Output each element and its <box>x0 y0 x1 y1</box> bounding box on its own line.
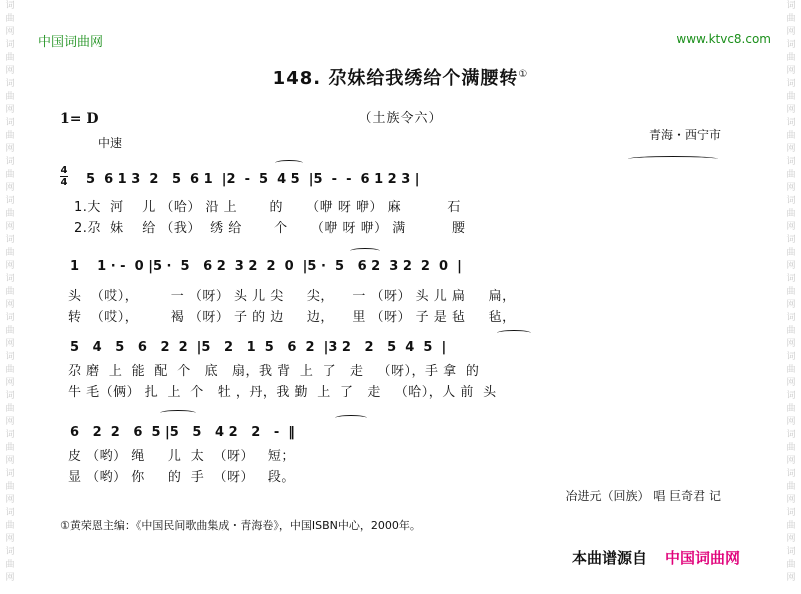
watermark-char: 词 <box>786 274 796 284</box>
watermark-char: 曲 <box>5 209 15 219</box>
credits: 冶进元（回族） 唱 巨奇君 记 <box>565 489 721 503</box>
watermark-char: 词 <box>786 508 796 518</box>
key-signature: 1= D <box>60 111 99 127</box>
watermark-char: 曲 <box>5 131 15 141</box>
watermark-char: 曲 <box>5 14 15 24</box>
time-signature-top: 4 <box>60 165 68 176</box>
watermark-char: 曲 <box>786 326 796 336</box>
watermark-char: 词 <box>786 469 796 479</box>
watermark-char: 曲 <box>786 131 796 141</box>
watermark-char: 网 <box>5 573 15 583</box>
watermark-char: 词 <box>5 274 15 284</box>
watermark-char: 曲 <box>5 443 15 453</box>
slur <box>350 248 380 254</box>
watermark-char: 曲 <box>786 482 796 492</box>
watermark-char: 词 <box>786 79 796 89</box>
watermark-char: 曲 <box>5 287 15 297</box>
watermark-char: 曲 <box>5 482 15 492</box>
watermark-char: 曲 <box>786 170 796 180</box>
watermark-char: 词 <box>786 391 796 401</box>
watermark-char: 网 <box>5 105 15 115</box>
watermark-char: 网 <box>5 534 15 544</box>
watermark-char: 词 <box>786 430 796 440</box>
source-footer <box>572 547 740 568</box>
watermark-char: 网 <box>5 339 15 349</box>
watermark-char: 词 <box>786 196 796 206</box>
watermark-char: 网 <box>5 183 15 193</box>
notation-line: 1 1 · - 0 |5 · 5 6 2 3 2 2 0 |5 · 5 6 2 3 2 2 0 | <box>70 259 462 274</box>
song-subtitle: （土族令六） <box>358 111 443 126</box>
watermark-char: 词 <box>5 1 15 11</box>
watermark-char: 网 <box>786 222 796 232</box>
watermark-char: 词 <box>5 235 15 245</box>
watermark-char: 网 <box>5 300 15 310</box>
watermark-char: 网 <box>5 495 15 505</box>
watermark-char: 曲 <box>786 53 796 63</box>
lyric-line: 皮 （哟） 绳 儿 太 （呀） 短； <box>68 449 295 464</box>
lyric-line: 尕 磨 上 能 配 个 底 扇，我 背 上 了 走 （呀），手 拿 的 <box>68 364 480 379</box>
watermark-char: 词 <box>786 1 796 11</box>
watermark-char: 曲 <box>5 404 15 414</box>
watermark-char: 网 <box>786 300 796 310</box>
watermark-char: 网 <box>786 27 796 37</box>
tempo-marking: 中速 <box>98 136 123 150</box>
watermark-char: 网 <box>5 144 15 154</box>
watermark-char: 网 <box>786 378 796 388</box>
watermark-char: 词 <box>5 430 15 440</box>
footnote: ①黄荣恩主编：《中国民间歌曲集成・青海卷》，中国ISBN中心，2000年。 <box>60 519 421 532</box>
watermark-char: 词 <box>786 40 796 50</box>
watermark-char: 网 <box>786 261 796 271</box>
watermark-char: 词 <box>786 547 796 557</box>
watermark-char: 曲 <box>786 14 796 24</box>
watermark-char: 网 <box>786 183 796 193</box>
watermark-char: 词 <box>786 235 796 245</box>
watermark-char: 网 <box>786 105 796 115</box>
lyric-line: 显 （哟） 你 的 手 （呀） 段。 <box>68 470 295 485</box>
watermark-char: 网 <box>5 417 15 427</box>
slur <box>497 330 531 336</box>
watermark-char: 曲 <box>786 287 796 297</box>
slur <box>160 410 196 416</box>
slur <box>275 160 303 166</box>
watermark-char: 网 <box>786 573 796 583</box>
song-title <box>0 64 801 90</box>
watermark-char: 网 <box>786 417 796 427</box>
watermark-char: 词 <box>786 118 796 128</box>
watermark-char: 词 <box>5 313 15 323</box>
watermark-char: 曲 <box>5 521 15 531</box>
notation-line: 5 6 1 3 2 5 6 1 |2 - 5 4 5 |5 - - 6 1 2 3 | <box>86 172 420 187</box>
source-label: 本曲谱源自 <box>572 549 648 567</box>
watermark-char: 网 <box>786 66 796 76</box>
song-title-text: 148. 尕妹给我绣给个满腰转 <box>272 68 519 89</box>
watermark-char: 网 <box>5 27 15 37</box>
watermark-char: 曲 <box>786 209 796 219</box>
watermark-char: 词 <box>5 40 15 50</box>
notation-line: 5 4 5 6 2 2 |5 2 1 5 6 2 |3 2 2 5 4 5 | <box>70 340 447 355</box>
watermark-char: 曲 <box>786 365 796 375</box>
site-url[interactable]: www.ktvc8.com <box>676 32 771 46</box>
watermark-char: 词 <box>5 469 15 479</box>
watermark-char: 词 <box>5 352 15 362</box>
watermark-char: 词 <box>5 391 15 401</box>
watermark-char: 曲 <box>5 170 15 180</box>
watermark-char: 词 <box>786 352 796 362</box>
watermark-char: 词 <box>5 196 15 206</box>
slur <box>335 415 367 421</box>
notation-line: 6 2 2 6 5 |5 5 4 2 2 - ‖ <box>70 425 295 440</box>
watermark-char: 网 <box>786 144 796 154</box>
watermark-char: 曲 <box>786 248 796 258</box>
watermark-char: 网 <box>786 339 796 349</box>
watermark-char: 网 <box>786 495 796 505</box>
watermark-char: 曲 <box>5 326 15 336</box>
site-name: 中国词曲网 <box>38 35 104 50</box>
watermark-char: 曲 <box>5 92 15 102</box>
lyric-line: 转 （哎）， 褐 （呀） 子 的 边 边， 里 （呀） 子 是 毡 毡， <box>68 310 516 325</box>
watermark-char: 曲 <box>786 560 796 570</box>
watermark-char: 词 <box>786 157 796 167</box>
watermark-char: 曲 <box>5 53 15 63</box>
watermark-char: 词 <box>786 313 796 323</box>
watermark-char: 曲 <box>5 248 15 258</box>
lyric-line: 2.尕 妹 给 （我） 绣 给 个 （咿 呀 咿） 满 腰 <box>74 221 466 236</box>
watermark-char: 网 <box>5 261 15 271</box>
song-region: 青海・西宁市 <box>648 128 721 142</box>
watermark-char: 网 <box>5 378 15 388</box>
title-footnote-mark: ① <box>518 69 529 80</box>
watermark-char: 曲 <box>786 92 796 102</box>
watermark-char: 网 <box>5 222 15 232</box>
time-signature <box>60 166 68 187</box>
slur <box>628 156 718 162</box>
watermark-char: 词 <box>5 157 15 167</box>
watermark-char: 词 <box>5 508 15 518</box>
lyric-line: 头 （哎）， 一 （呀） 头 儿 尖 尖， 一 （呀） 头 儿 扁 扁， <box>68 289 516 304</box>
watermark-char: 曲 <box>786 443 796 453</box>
watermark-char: 曲 <box>786 404 796 414</box>
source-brand-link[interactable]: 中国词曲网 <box>665 549 741 567</box>
watermark-char: 曲 <box>786 521 796 531</box>
time-signature-bottom: 4 <box>60 177 68 188</box>
watermark-char: 网 <box>786 456 796 466</box>
watermark-char: 网 <box>5 456 15 466</box>
lyric-line: 牛 毛（俩） 扎 上 个 牡 ，丹，我 勤 上 了 走 （哈），人 前 头 <box>68 385 497 400</box>
watermark-char: 曲 <box>5 365 15 375</box>
watermark-char: 曲 <box>5 560 15 570</box>
lyric-line: 1.大 河 儿 （哈） 沿 上 的 （咿 呀 咿） 麻 石 <box>74 200 461 215</box>
watermark-char: 词 <box>5 79 15 89</box>
watermark-char: 网 <box>5 66 15 76</box>
watermark-char: 词 <box>5 118 15 128</box>
watermark-char: 词 <box>5 547 15 557</box>
watermark-char: 网 <box>786 534 796 544</box>
